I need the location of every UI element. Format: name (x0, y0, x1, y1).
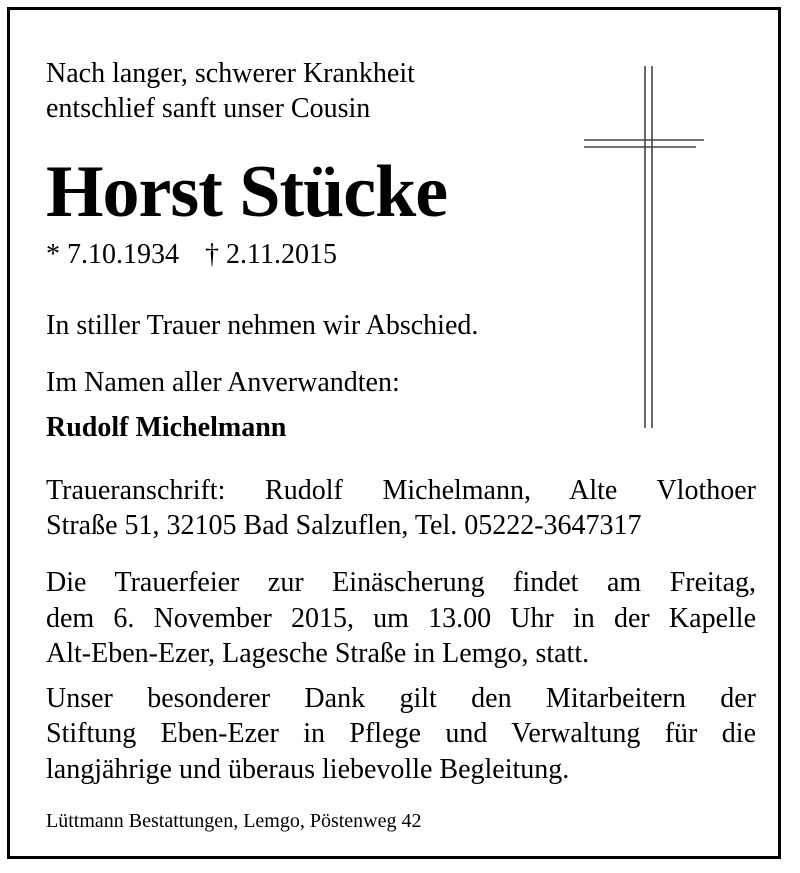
intro-line-1: Nach langer, schwerer Krankheit (46, 58, 415, 89)
deceased-name: Horst Stücke (46, 151, 448, 233)
thanks-line-3: langjährige und überaus liebevolle Begleitung. (46, 754, 570, 785)
address-line-2: Straße 51, 32105 Bad Salzuflen, Tel. 05222-3647317 (46, 510, 642, 541)
intro-line-2: entschlief sanft unser Cousin (46, 93, 371, 124)
death-date: † 2.11.2015 (205, 239, 337, 270)
ceremony-line-3: Alt-Eben-Ezer, Lagesche Straße in Lemgo, statt. (46, 638, 590, 669)
undertaker-line: Lüttmann Bestattungen, Lemgo, Pöstenweg 42 (46, 810, 422, 832)
address-line-1: Traueranschrift: Rudolf Michelmann, Alte Vlothoer (46, 475, 756, 506)
ceremony-line-2: dem 6. November 2015, um 13.00 Uhr in der Kapelle (46, 603, 756, 634)
birth-date: * 7.10.1934 (46, 239, 179, 270)
thanks-line-2: Stiftung Eben-Ezer in Pflege und Verwaltung für die (46, 718, 756, 749)
cross-icon (578, 66, 708, 428)
life-dates (46, 239, 337, 271)
mourners-intro: Im Namen aller Anverwandten: (46, 367, 400, 398)
thanks-line-1: Unser besonderer Dank gilt den Mitarbeitern der (46, 683, 756, 714)
ceremony-line-1: Die Trauerfeier zur Einäscherung findet am Freitag, (46, 567, 756, 598)
mourner-name: Rudolf Michelmann (46, 412, 287, 443)
farewell-text: In stiller Trauer nehmen wir Abschied. (46, 310, 479, 341)
